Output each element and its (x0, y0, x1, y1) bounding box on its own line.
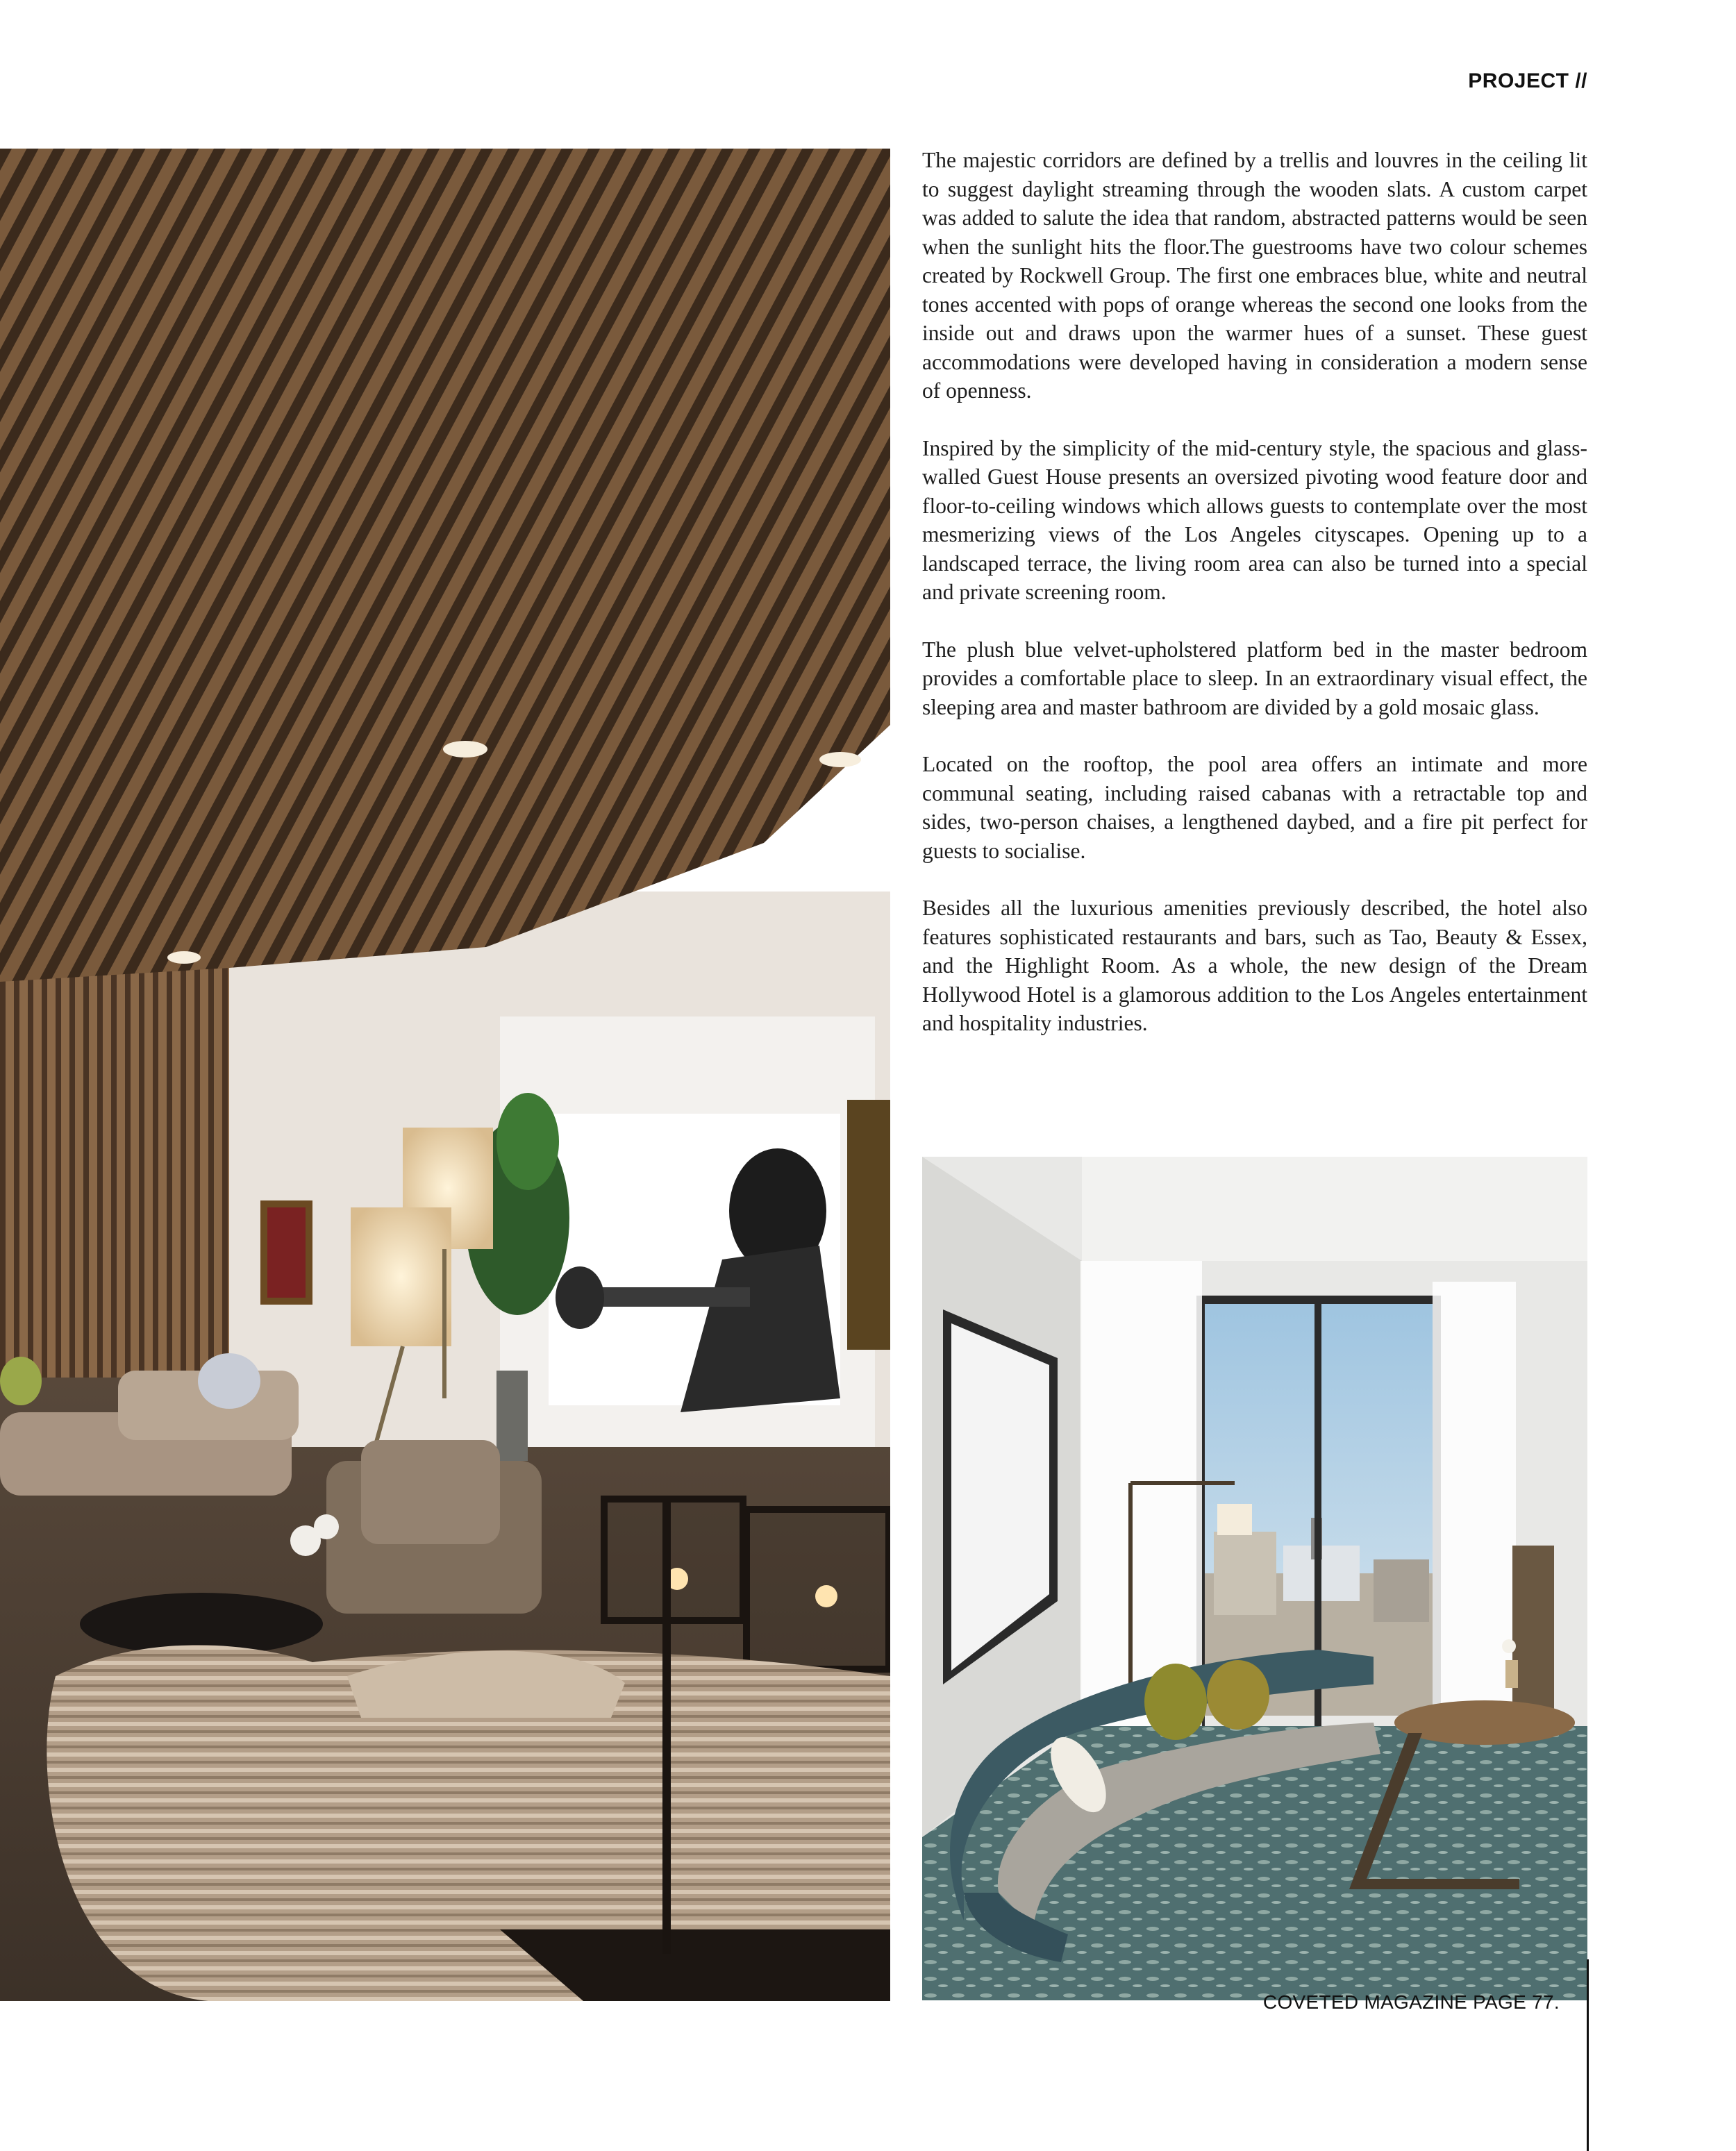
article-paragraph: The majestic corridors are defined by a trellis and louvres in the ceiling lit to suggest daylight streaming through the wooden slats. A custom carpet was added to salute the idea that random, abstracted patterns would be seen when the sunlight hits the floor.The guestrooms have two colour schemes created by Rockwell Group. The first one embraces blue, white and neutral tones accented with pops of orange whereas the second one looks from the inside out and draws upon the warmer hues of a sunset. These guest accommodations were developed having in consideration a modern sense of openness. (922, 148, 1587, 403)
article-paragraph: Besides all the luxurious amenities previously described, the hotel also features sophisticated restaurants and bars, such as Tao, Beauty & Essex, and the Highlight Room. As a whole, the new design of the Dream Hollywood Hotel is a glamorous addition to the Los Angeles entertainment and hospitality industries. (922, 896, 1587, 1035)
footer-divider (1587, 1959, 1589, 2151)
article-body (922, 146, 1587, 1066)
article-paragraph: Inspired by the simplicity of the mid-century style, the spacious and glass-walled Guest House presents an oversized pivoting wood feature door and floor-to-ceiling windows which allows guests to contemplate over the most mesmerizing views of the Los Angeles cityscapes. Opening up to a landscaped terrace, the living room area can also be turned into a special and private screening room. (922, 435, 1587, 604)
article-paragraph: The plush blue velvet-upholstered platform bed in the master bedroom provides a comfortable place to sleep. In an extraordinary visual effect, the sleeping area and master bathroom are divided by a gold mosaic glass. (922, 637, 1587, 719)
page-number-label: COVETED MAGAZINE PAGE 77. (1262, 1991, 1560, 2013)
guestroom-photo (922, 1157, 1587, 2000)
section-header: PROJECT // (1468, 69, 1587, 92)
article-paragraph: Located on the rooftop, the pool area offers an intimate and more communal seating, including raised cabanas with a retractable top and sides, two-person chaises, a lengthened daybed, and a fire pit perfect for guests to socialise. (922, 752, 1587, 863)
lounge-photo (0, 149, 890, 2001)
